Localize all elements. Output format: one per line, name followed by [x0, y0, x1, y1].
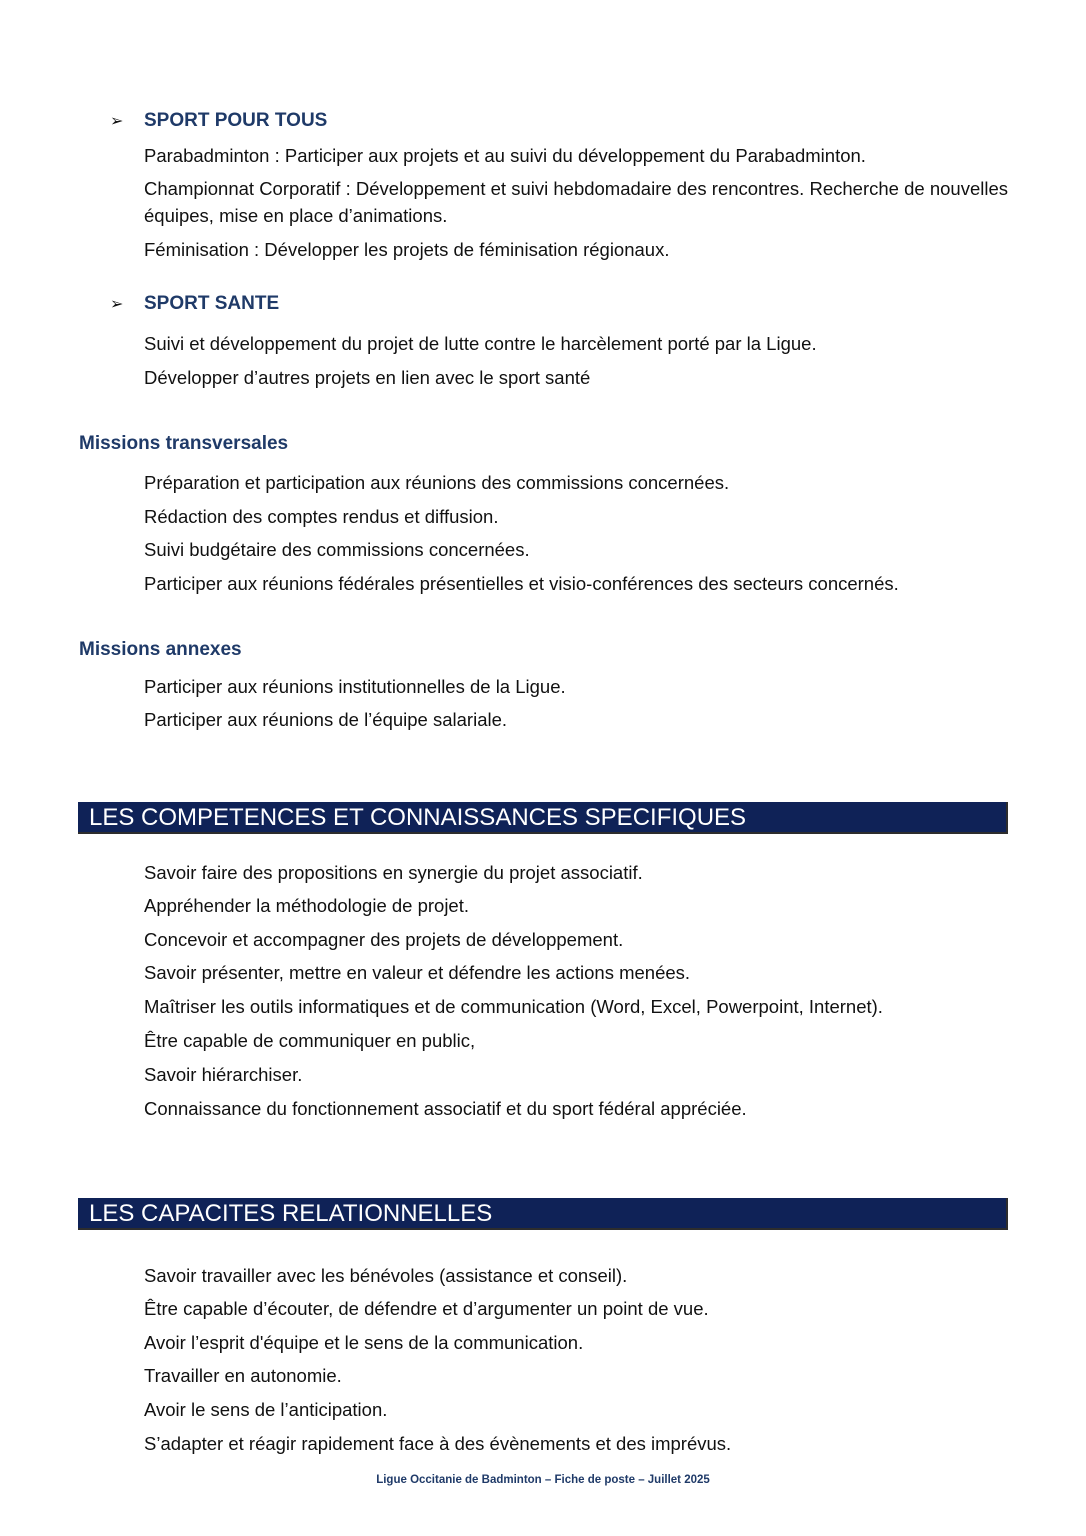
list-item: Féminisation : Développer les projets de féminisation régionaux.: [144, 239, 670, 260]
page-footer: Ligue Occitanie de Badminton – Fiche de poste – Juillet 2025: [376, 1474, 710, 1486]
list-item: Appréhender la méthodologie de projet.: [144, 895, 470, 916]
list-item: Suivi budgétaire des commissions concernées.: [144, 539, 530, 560]
arrow-bullet-icon: ➢: [110, 296, 124, 313]
competences-section-title: LES COMPETENCES ET CONNAISSANCES SPECIFIQUES: [78, 802, 1008, 834]
list-item: Rédaction des comptes rendus et diffusion.: [144, 506, 499, 527]
list-item: Concevoir et accompagner des projets de développement.: [144, 929, 624, 950]
list-item: Être capable de communiquer en public,: [144, 1030, 476, 1051]
list-item: Championnat Corporatif : Développement et suivi hebdomadaire des rencontres. Recherche de nouvelles équipes, mise en place d’animations.: [144, 178, 1008, 226]
capacites-section-title: LES CAPACITES RELATIONNELLES: [78, 1198, 1008, 1230]
list-item: Savoir travailler avec les bénévoles (assistance et conseil).: [144, 1265, 628, 1286]
list-item: Suivi et développement du projet de lutte contre le harcèlement porté par la Ligue.: [144, 333, 817, 354]
list-item: S’adapter et réagir rapidement face à des évènements et des imprévus.: [144, 1433, 732, 1454]
list-item: Savoir présenter, mettre en valeur et défendre les actions menées.: [144, 962, 691, 983]
arrow-bullet-icon: ➢: [110, 113, 124, 130]
missions-annexes-heading: Missions annexes: [79, 639, 242, 660]
list-item: Participer aux réunions institutionnelles de la Ligue.: [144, 676, 566, 697]
list-item: Parabadminton : Participer aux projets et au suivi du développement du Parabadminton.: [144, 145, 866, 166]
list-item: Avoir l’esprit d'équipe et le sens de la communication.: [144, 1332, 584, 1353]
list-item: Participer aux réunions de l’équipe salariale.: [144, 709, 508, 730]
list-item: Développer d’autres projets en lien avec le sport santé: [144, 367, 591, 388]
list-item: Maîtriser les outils informatiques et de communication (Word, Excel, Powerpoint, Internet).: [144, 996, 883, 1017]
list-item: Connaissance du fonctionnement associatif et du sport fédéral appréciée.: [144, 1098, 747, 1119]
list-item: Savoir faire des propositions en synergie du projet associatif.: [144, 862, 643, 883]
sport-pour-tous-heading: [110, 110, 327, 132]
missions-transversales-heading: Missions transversales: [79, 433, 289, 454]
list-item: Participer aux réunions fédérales présentielles et visio-conférences des secteurs concernés.: [144, 573, 899, 594]
sport-pour-tous-title: SPORT POUR TOUS: [144, 110, 328, 131]
sport-sante-heading: [110, 293, 279, 315]
list-item: Savoir hiérarchiser.: [144, 1064, 303, 1085]
list-item: Préparation et participation aux réunions des commissions concernées.: [144, 472, 730, 493]
list-item: Avoir le sens de l’anticipation.: [144, 1399, 388, 1420]
list-item: Travailler en autonomie.: [144, 1365, 342, 1386]
list-item: Être capable d’écouter, de défendre et d’argumenter un point de vue.: [144, 1298, 709, 1319]
sport-sante-title: SPORT SANTE: [144, 293, 280, 314]
